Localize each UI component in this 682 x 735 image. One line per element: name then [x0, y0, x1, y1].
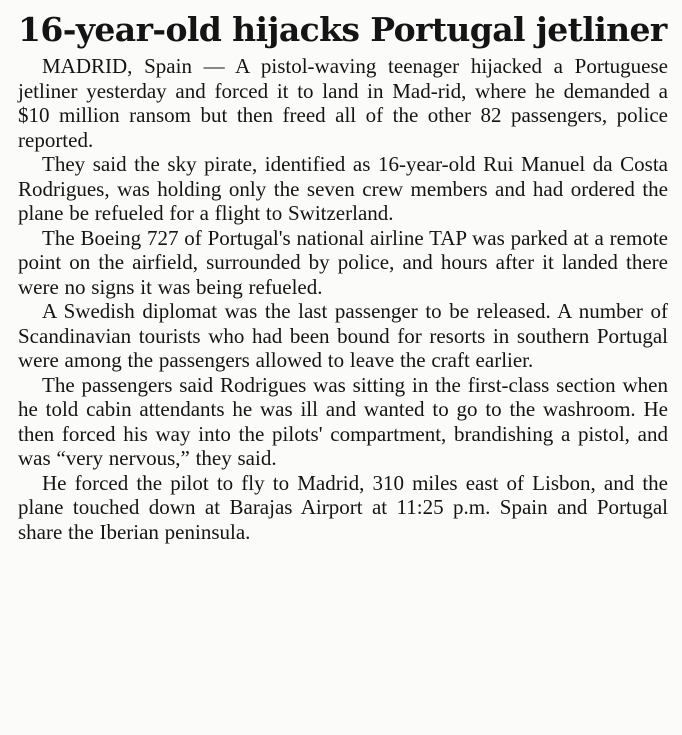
paragraph-2: They said the sky pirate, identified as 16-year-old Rui Manuel da Costa Rodrigues, was holding only the seven crew members and had ordered the plane be refueled for a flight to Switzerland.: [18, 152, 668, 225]
paragraph-3: The Boeing 727 of Portugal's national airline TAP was parked at a remote point on the airfield, surrounded by police, and hours after it landed there were no signs it was being refueled.: [18, 225, 668, 299]
paragraph-1: MADRID, Spain — A pistol-waving teenager hijacked a Portuguese jetliner yesterday and forced it to land in Mad-rid, where he demanded a $10 million ransom but then freed all of the other 82 passengers, police reported.: [18, 54, 668, 152]
paragraph-5: The passengers said Rodrigues was sitting in the first-class section when he told cabin attendants he was ill and wanted to go to the washroom. He then forced his way into the pilots' compartment, brandishing a pistol, and was “very nervous,” they said.: [18, 372, 668, 470]
article-body: [18, 54, 668, 544]
headline: 16-year-old hijacks Portugal jetliner: [18, 10, 667, 49]
paragraph-4: A Swedish diplomat was the last passenger to be released. A number of Scandinavian tourists who had been bound for resorts in southern Portugal were among the passengers allowed to leave the craft earlier.: [18, 299, 668, 372]
paragraph-6: He forced the pilot to fly to Madrid, 310 miles east of Lisbon, and the plane touched down at Barajas Airport at 11:25 p.m. Spain and Portugal share the Iberian peninsula.: [18, 470, 668, 544]
